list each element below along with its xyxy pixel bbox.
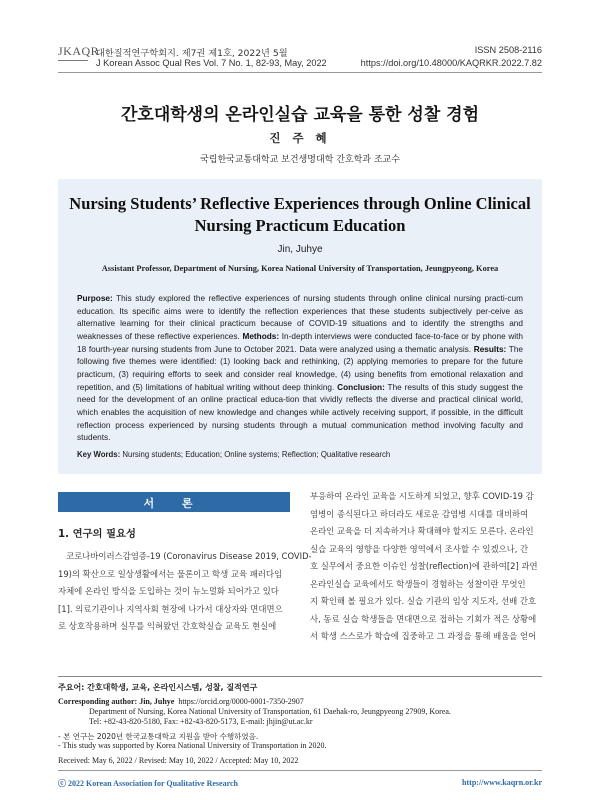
corresponding-author xyxy=(58,697,304,706)
abstract-text xyxy=(77,293,523,445)
header-divider xyxy=(58,72,542,73)
journal-citation-english: J Korean Assoc Qual Res Vol. 7 No. 1, 82-93, May, 2022 xyxy=(96,58,327,68)
footnote-divider xyxy=(58,676,542,677)
logo-underline xyxy=(58,60,88,61)
body-column-left xyxy=(58,548,312,636)
body-line: 자체에 온라인 방식을 도입하는 것이 뉴노멀화 되어가고 있다 xyxy=(58,586,279,596)
body-line: 코로나바이러스감염증-19 (Coronavirus Disease 2019, COVID- xyxy=(66,551,312,561)
title-english-line-1: Nursing Students’ Reflective Experiences through Online Clinical xyxy=(69,194,531,213)
body-column-right xyxy=(310,488,542,646)
doi-link[interactable]: https://doi.org/10.48000/KAQRKR.2022.7.82 xyxy=(360,58,542,68)
body-line: 호 실무에서 중요한 이슈인 성찰(reflection)에 관하여[2] 과연 xyxy=(310,561,538,571)
footer-divider xyxy=(58,770,542,771)
methods-label: Methods: xyxy=(242,331,280,341)
corresponding-author-name: Corresponding author: Jin, Juhye xyxy=(58,697,175,706)
title-korean: 간호대학생의 온라인실습 교육을 통한 성찰 경험 xyxy=(120,105,480,125)
affiliation-english: Assistant Professor, Department of Nursing, Korea National University of Transportation, Jeungpyeong, Korea xyxy=(101,264,499,273)
keywords-korean: 주요어: 간호대학생, 교육, 온라인시스템, 성찰, 질적연구 xyxy=(58,683,258,692)
author-address: Department of Nursing, Korea National University of Transportation, 61 Daehak-ro, Jeungpyeong 27909, Korea. xyxy=(89,707,451,716)
keywords xyxy=(77,450,523,459)
body-line: 부응하여 온라인 교육을 시도하게 되었고, 향후 COVID-19 감 xyxy=(310,491,534,501)
body-line: [1]. 의료기관이나 지역사회 현장에 나가서 대상자와 면대면으 xyxy=(58,603,283,614)
purpose-text: This study explored the reflective experiences of nursing students through online clinical nursing practi-cum education. Its specific aims were to identify the reflection experiences that these students subjectively per-ceive as alternative learning for their clinical practicum because of COVID-19 situations and to identify the strengths and weaknesses of these reflective experiences. xyxy=(77,294,523,341)
title-english-line-2: Nursing Practicum Education xyxy=(194,216,406,235)
body-line: 사, 동료 실습 학생들을 면대면으로 접하는 기회가 적은 상황에 xyxy=(310,613,537,624)
body-line: 19)의 확산으로 일상생활에서는 물론이고 학생 교육 패러다임 xyxy=(58,568,283,579)
funding-note-korean: - 본 연구는 2020년 한국교통대학교 지원을 받아 수행하였음. xyxy=(58,732,259,741)
conclusion-label: Conclusion: xyxy=(337,382,385,392)
body-line: 로 상호작용하며 실무를 익혀왔던 간호학실습 교육도 현실에 xyxy=(58,621,277,631)
submission-dates: Received: May 6, 2022 / Revised: May 10, 2022 / Accepted: May 10, 2022 xyxy=(58,756,299,765)
subsection-heading: 1. 연구의 필요성 xyxy=(58,528,136,540)
author-english: Jin, Juhye xyxy=(277,244,323,255)
body-line: 온라인실습 교육에서도 학생들이 경험하는 성찰이란 무엇인 xyxy=(310,578,526,589)
journal-logo: JKAQR xyxy=(58,44,100,58)
keywords-label: Key Words: xyxy=(77,450,121,459)
copyright: ⓒ 2022 Korean Association for Qualitative Research xyxy=(58,779,238,788)
body-line: 실습 교육의 영향을 다양한 영역에서 조사할 수 있겠으나, 간 xyxy=(310,543,529,554)
methods-text: In-depth interviews were conducted face-to-face or by phone with 18 fourth-year nursing students from June to October 2021. Data were analyzed using a thematic analysis. xyxy=(77,331,523,354)
results-label: Results: xyxy=(473,344,507,354)
body-line: 서 학생 스스로가 학습에 집중하고 그 과정을 통해 배움을 얻어 xyxy=(310,631,537,641)
journal-citation-korean: 대한질적연구학회지. 제7권 제1호, 2022년 5월 xyxy=(96,48,288,59)
issn: ISSN 2508-2116 xyxy=(474,45,542,55)
orcid-link[interactable]: https://orcid.org/0000-0001-7350-2907 xyxy=(178,697,304,706)
results-text: The following five themes were identified: (1) looking back and rethinking, (2) applying memories to prepare for the future practicum, (3) requiring efforts to seek and consider real knowledge, (4) using benefits from emotional relaxation and repetition, and (5) limitations of habitual writing without deep thinking. xyxy=(77,344,524,392)
keywords-list: Nursing students; Education; Online systems; Reflection; Qualitative research xyxy=(122,450,391,459)
conclusion-text: The results of this study suggest the need for the development of an online practical educa-tion that vividly reflects the diverse and practical clinical world, which enables the acquisition of new knowledge and changes while actively receiving support, if possible, in the difficult reflection process experienced by nursing students through a mutual communication method involving faculty and students. xyxy=(77,382,523,443)
body-line: 염병이 종식된다고 하더라도 새로운 감염병 시대를 대비하여 xyxy=(310,508,529,519)
body-line: 지 확인해 볼 필요가 있다. 실습 기관의 임상 지도자, 선배 간호 xyxy=(310,596,537,606)
section-heading: 서 론 xyxy=(143,497,205,510)
affiliation-korean: 국립한국교통대학교 보건생명대학 간호학과 조교수 xyxy=(200,155,400,165)
funding-note-english: - This study was supported by Korea National University of Transportation in 2020. xyxy=(58,741,327,750)
body-line: 온라인 교육을 더 지속하거나 확대해야 할지도 모른다. 온라인 xyxy=(310,526,534,536)
purpose-label: Purpose: xyxy=(77,294,113,303)
title-english xyxy=(58,193,542,237)
author-korean: 진 주 혜 xyxy=(269,131,331,145)
author-contact: Tel: +82-43-820-5180, Fax: +82-43-820-5173, E-mail: jhjin@ut.ac.kr xyxy=(89,717,313,726)
website-link[interactable]: http://www.kaqrn.or.kr xyxy=(462,778,542,787)
